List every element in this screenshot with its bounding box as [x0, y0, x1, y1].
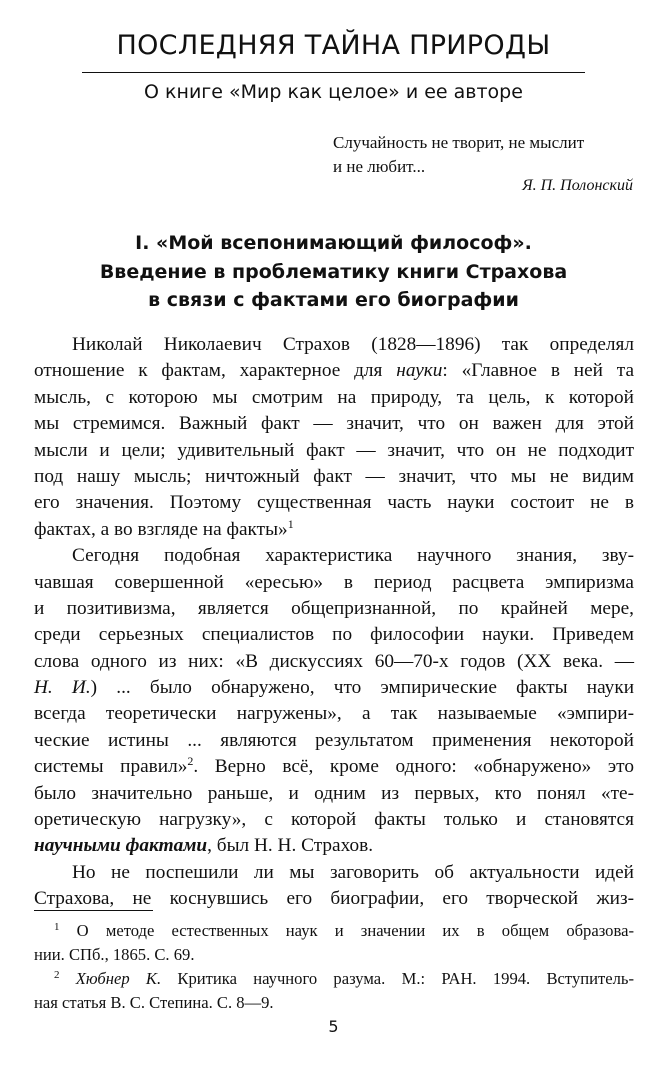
bold-italic-term: научными фактами: [34, 835, 208, 857]
text-span: : «Главное в ней та: [442, 360, 635, 382]
footnote-2-author: Хюбнер К.: [75, 969, 162, 988]
text-line: [34, 833, 634, 859]
page-number: 5: [328, 1017, 339, 1036]
text-span: ) ... было обнаружено, что эмпирические факты науки: [90, 677, 635, 699]
text-line: [34, 675, 634, 701]
text-span: фактах, а во взгляде на факты»: [34, 518, 288, 540]
footnote-separator: [34, 910, 153, 911]
text-line: Николай Николаевич Страхов (1828—1896) так определял: [72, 334, 634, 355]
italic-initials: Н. И.: [34, 677, 91, 699]
epigraph-author: Я. П. Полонский: [522, 177, 633, 194]
footnote-ref-2: 2: [187, 754, 194, 769]
text-line: чавшая совершенной «ересью» в период расцвета эмпиризма: [34, 571, 634, 593]
text-line: было значительно раньше, и одним из первых, кто понял «те-: [34, 782, 634, 804]
footnote-2-line: ная статья В. С. Степина. С. 8—9.: [34, 993, 274, 1012]
text-line: всегда теоретически нагружены», а так называемые «эмпири-: [34, 703, 634, 725]
epigraph: [333, 131, 633, 179]
footnotes: [34, 919, 634, 1015]
text-line: [34, 358, 634, 384]
text-line: Сегодня подобная характеристика научного знания, зву-: [72, 545, 634, 567]
text-line: мы стремимся. Важный факт — значит, что он важен для этой: [34, 413, 634, 435]
footnote-1-mark: 1: [54, 921, 60, 933]
text-span: . Верно всё, кроме одного: «обнаружено» это: [193, 756, 634, 778]
text-line: среди серьезных специалистов по философии науки. Приведем: [34, 624, 634, 646]
italic-term-science: науки: [396, 360, 443, 382]
text-span: системы правил»: [34, 756, 188, 778]
text-line: оретическую нагрузку», с которой факты только и становятся: [34, 809, 634, 831]
text-line: под нашу мысль; ничтожный факт — значит, что мы не видим: [34, 465, 634, 487]
text-line: [34, 517, 634, 543]
text-line: Но не поспешили ли мы заговорить об актуальности идей: [72, 861, 634, 883]
text-span: отношение к фактам, характерное для: [34, 360, 397, 382]
footnote-1-line: нии. СПб., 1865. С. 69.: [34, 945, 195, 964]
running-subtitle: О книге «Мир как целое» и ее авторе: [144, 81, 523, 103]
epigraph-line-1: Случайность не творит, не мыслит: [333, 133, 585, 152]
footnote-ref-1: 1: [287, 516, 294, 531]
footnote-2-line: [34, 967, 634, 991]
section-heading-line-1: I. «Мой всепонимающий философ».: [135, 232, 532, 254]
section-heading-line-2: Введение в проблематику книги Страхова: [99, 260, 568, 283]
text-line: и позитивизма, является общепризнанной, по крайней мере,: [34, 597, 634, 619]
text-span: О методе естественных наук и значении их в общем образова-: [76, 921, 634, 940]
text-line: мысль, с которою мы смотрим на природу, та цель, к которой: [34, 386, 634, 408]
body-text: [34, 332, 634, 913]
text-line: [34, 754, 634, 780]
title-underline: [82, 72, 585, 73]
text-span: Критика научного разума. М.: РАН. 1994. Вступитель-: [177, 969, 634, 988]
text-line: слова одного из них: «В дискуссиях 60—70-х годов (XX века. —: [34, 650, 634, 672]
running-title: ПОСЛЕДНЯЯ ТАЙНА ПРИРОДЫ: [116, 30, 551, 61]
epigraph-line-2: и не любит...: [333, 157, 426, 176]
section-heading-line-3: в связи с фактами его биографии: [148, 289, 519, 311]
text-line: Страхова, не коснувшись его биографии, его творческой жиз-: [34, 888, 634, 910]
text-line: мысли и цели; удивительный факт — значит, что он не подходит: [34, 439, 634, 461]
text-line: ческие истины ... являются результатом применения некоторой: [34, 729, 634, 751]
footnote-2-mark: 2: [54, 969, 60, 981]
section-heading: [40, 229, 627, 315]
text-span: , был Н. Н. Страхов.: [207, 835, 374, 857]
text-line: его значения. Поэтому существенная часть науки состоит не в: [34, 492, 634, 514]
footnote-1-line: [34, 919, 634, 943]
